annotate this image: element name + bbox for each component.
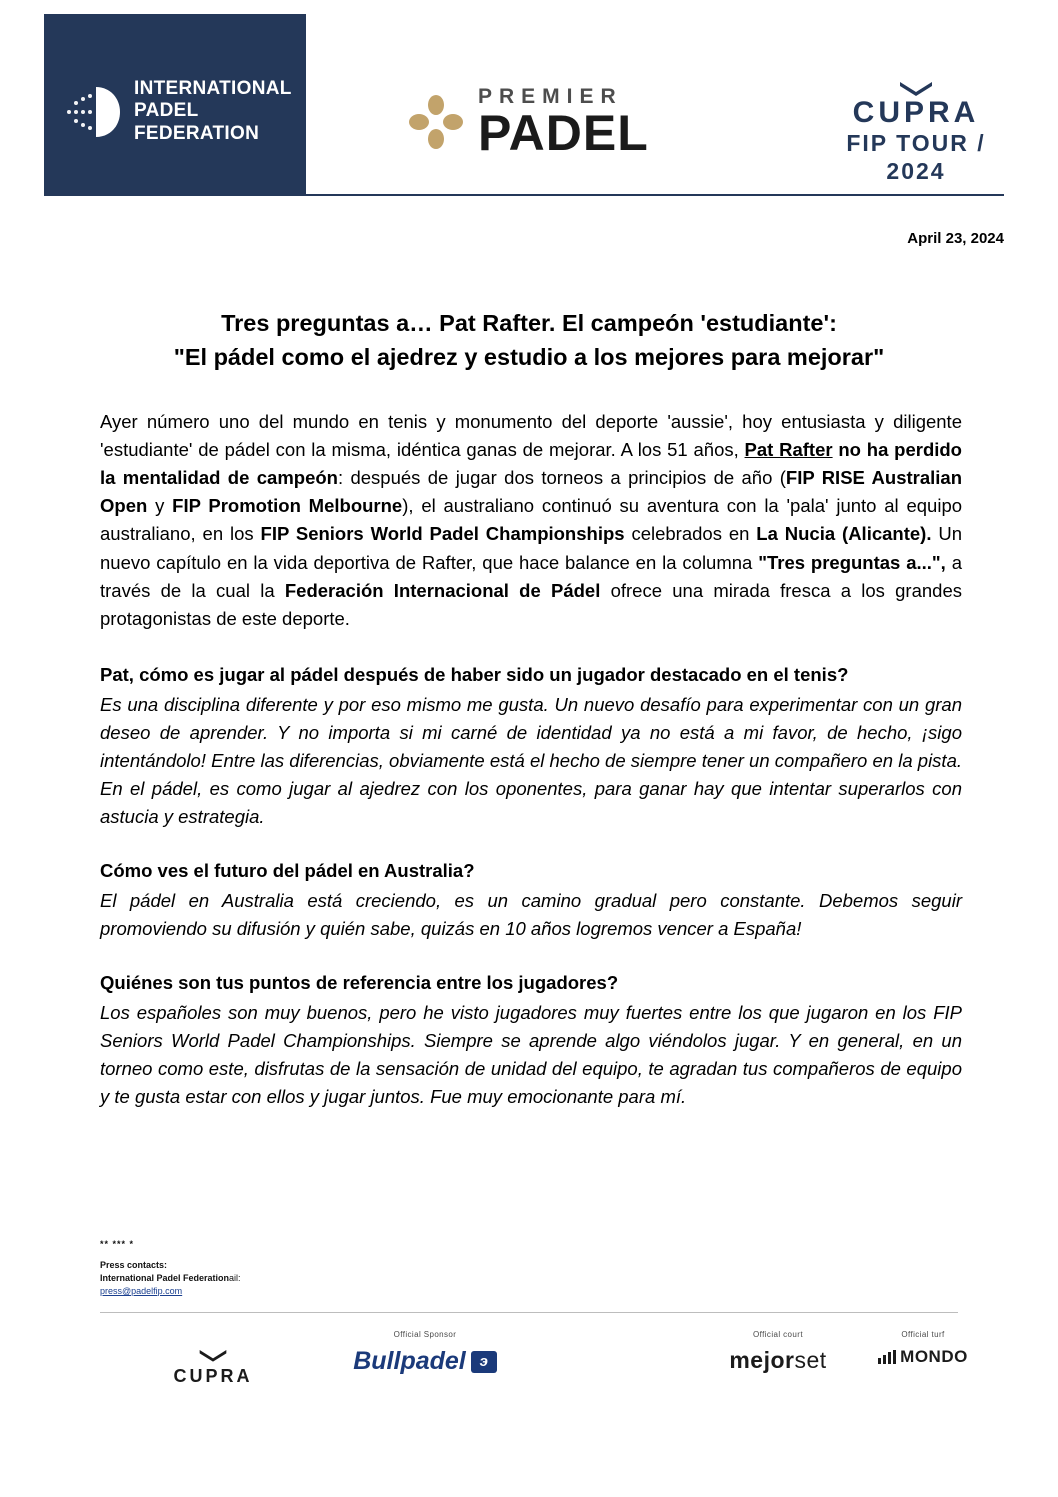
premier-padel-logo xyxy=(408,85,649,161)
lead-text-3: : después de jugar dos torneos a principios de año ( xyxy=(337,467,786,489)
ipf-line-1: INTERNATIONAL xyxy=(134,78,292,99)
sponsor-bullpadel-label: Official Sponsor xyxy=(393,1330,457,1339)
answer-2: El pádel en Australia está creciendo, es un camino gradual pero constante. Debemos seguir promoviendo su difusión y quién sabe, quizás en 10 años logremos vencer a España! xyxy=(100,889,962,940)
lead-location: La Nucia (Alicante). xyxy=(756,523,932,545)
sponsor-mejorset-logo xyxy=(708,1347,848,1374)
sponsor-cupra-name: CUPRA xyxy=(173,1366,253,1386)
lead-column-name: "Tres preguntas a...", xyxy=(758,551,946,573)
cupra-symbol-icon xyxy=(898,80,934,96)
lead-tournament-3: FIP Seniors World Padel Championships xyxy=(260,523,625,545)
press-contacts-block xyxy=(100,1238,600,1298)
lead-text-9: ofrece una mirada fresca a los grandes protagonistas de este deporte. xyxy=(100,579,962,629)
mejorset-part-2: set xyxy=(794,1347,827,1373)
cupra-wordmark: CUPRA xyxy=(852,96,980,129)
sponsor-mondo-label: Official turf xyxy=(901,1330,945,1339)
lead-text-4: y xyxy=(147,495,173,517)
document-header xyxy=(0,0,1058,198)
page-title xyxy=(100,306,958,375)
ipf-line-3: FEDERATION xyxy=(134,122,260,144)
premier-word: PREMIER xyxy=(478,85,623,108)
answer-1: Es una disciplina diferente y por eso mismo me gusta. Un nuevo desafío para experimentar con un gran deseo de aprender. Y no importa si mi carné de identidad ya no está a mi favor, de hecho, ¡sigo intentándolo! Entre las diferencias, obviamente está el hecho de siempre tener un compañero en la pista. En el pádel, es como jugar al ajedrez con los oponentes, para ganar hay que intentar superarlos con astucia y estrategia. xyxy=(100,693,962,828)
lead-paragraph xyxy=(100,408,962,633)
document-date: April 23, 2024 xyxy=(907,230,1004,247)
sponsor-bullpadel-logo xyxy=(353,1347,497,1376)
question-2: Cómo ves el futuro del pádel en Australia? xyxy=(100,860,475,882)
lead-text-1: Ayer número uno del mundo en tenis y monumento del deporte 'aussie', hoy entusiasta y diligente 'estudiante' de pádel con la misma, idéntica ganas de mejorar. A los 51 años, xyxy=(100,411,962,461)
sponsor-mondo-logo xyxy=(878,1347,968,1367)
press-contacts-label: Press contacts: xyxy=(100,1260,168,1271)
ipf-ball-icon xyxy=(66,83,124,141)
bullpadel-badge-icon: э xyxy=(471,1351,497,1373)
ipf-line-2: PADEL xyxy=(134,100,199,122)
footer-stars: ** *** * xyxy=(100,1239,135,1249)
cupra-symbol-icon-footer xyxy=(195,1348,231,1364)
mejorset-part-1: mejor xyxy=(729,1347,795,1373)
sponsor-bar xyxy=(100,1322,968,1412)
sponsor-cupra xyxy=(138,1348,288,1387)
lead-text-8: a través de la cual la xyxy=(100,551,962,601)
sponsor-mondo-name: MONDO xyxy=(900,1347,968,1366)
mondo-bars-icon xyxy=(878,1350,896,1364)
title-line-1: Tres preguntas a… Pat Rafter. El campeón 'estudiante': xyxy=(221,310,837,336)
lead-name-bold: Pat Rafter xyxy=(744,439,833,461)
sponsor-mondo xyxy=(848,1330,998,1369)
question-1: Pat, cómo es jugar al pádel después de haber sido un jugador destacado en el tenis? xyxy=(100,663,849,685)
lead-federation: Federación Internacional de Pádel xyxy=(284,579,601,601)
sponsor-mejorset xyxy=(708,1330,848,1374)
lead-text-2: no ha perdido la mentalidad de campeón xyxy=(100,439,962,489)
lead-text-5: ), el australiano continuó su aventura con la 'pala' junto al equipo australiano, en los xyxy=(100,495,963,545)
press-org-line xyxy=(100,1272,600,1285)
sponsor-divider xyxy=(100,1312,958,1313)
ipf-logo xyxy=(66,78,292,145)
answer-3: Los españoles son muy buenos, pero he visto jugadores muy fuertes entre los que jugaron en los FIP Seniors World Padel Championships. Siempre se aprende algo viéndolos jugar. Y en general, en un torneo como este, disfrutas de la sensación de unidad del equipo, te agradan tus compañeros de equipo y te gusta estar con ellos y jugar juntos. Fue muy emocionante para mí. xyxy=(100,1001,962,1108)
article-body xyxy=(100,408,962,1137)
sponsor-mejorset-label: Official court xyxy=(753,1330,803,1339)
question-3: Quiénes son tus puntos de referencia entre los jugadores? xyxy=(100,972,619,994)
padel-word: PADEL xyxy=(478,105,649,161)
sponsor-bullpadel-name: Bullpadel xyxy=(353,1347,466,1375)
ipf-logo-text xyxy=(134,78,292,145)
title-line-2: "El pádel como el ajedrez y estudio a los mejores para mejorar" xyxy=(173,344,885,371)
press-email-line xyxy=(100,1285,600,1298)
lead-text-7: Un nuevo capítulo en la vida deportiva de Rafter, que hace balance en la columna xyxy=(100,523,963,573)
press-mail-label: ail: xyxy=(229,1273,241,1284)
fip-tour-wordmark: FIP TOUR / 2024 xyxy=(846,130,986,184)
premier-flower-icon xyxy=(408,94,464,150)
press-org: International Padel Federation xyxy=(100,1273,230,1284)
lead-tournament-1: FIP RISE Australian Open xyxy=(100,467,963,517)
header-divider xyxy=(306,194,1004,196)
sponsor-bullpadel xyxy=(310,1330,540,1376)
lead-text-6: celebrados en xyxy=(624,523,757,545)
cupra-fip-tour-logo xyxy=(828,80,1004,185)
press-email-link[interactable]: press@padelfip.com xyxy=(100,1286,183,1297)
lead-tournament-2: FIP Promotion Melbourne xyxy=(172,495,403,517)
